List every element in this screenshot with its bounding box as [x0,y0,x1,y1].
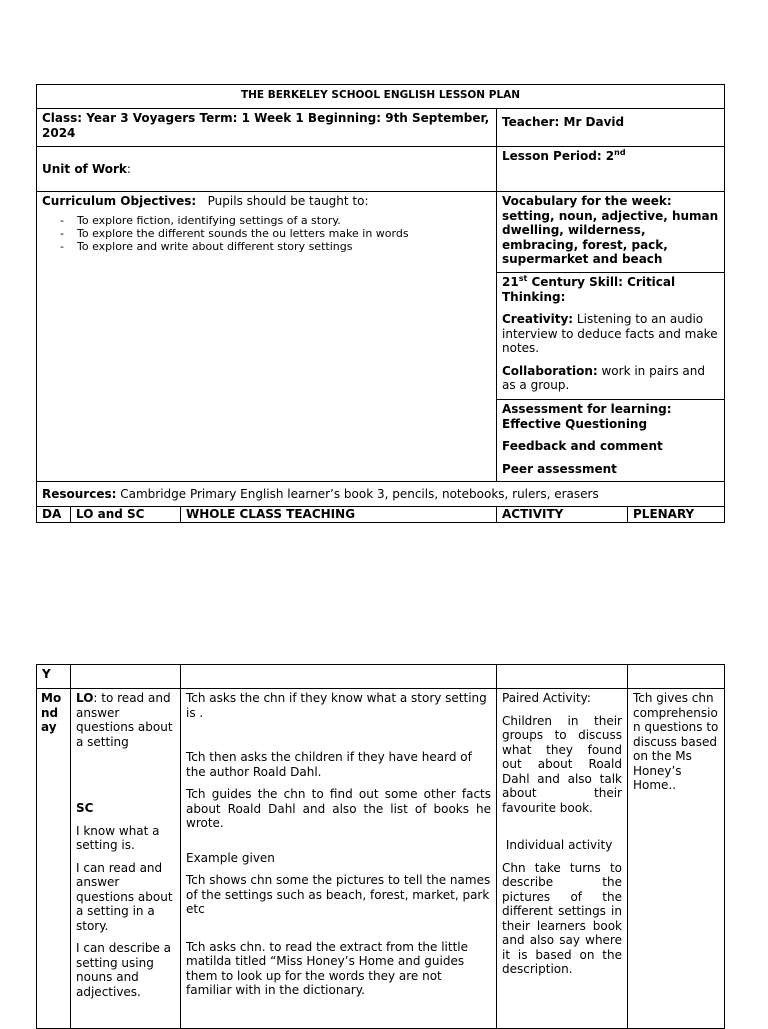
whole-class-teaching-monday: Tch asks the chn if they know what a story setting is . Tch then asks the children if they have heard of the author Roald Dahl. Tch guides the chn to find out some other facts about Roald Dahl and also the list of books he wrote. Example given Tch shows chn some the pictures to tell the names of the settings such as beach, forest, market, park etc Tch asks chn. to read the extract from the little matilda titled “Miss Honey’s Home and guides them to look up for the words they are not familiar with in the dictionary. [181,689,497,1029]
creativity-skill: Creativity: Listening to an audio interview to deduce facts and make notes. [502,312,718,355]
unit-of-work: Unit of Work: [37,147,497,192]
sc-item: I can describe a setting using nouns and adjectives. [76,941,172,999]
curriculum-objectives: Curriculum Objectives: Pupils should be taught to: - To explore fiction, identifying settings of a story. - To explore the different sounds the ou letters make in words - To explore and write about different story settings [37,192,497,482]
col-header-teaching: WHOLE CLASS TEACHING [181,507,497,523]
plenary-monday: Tch gives chn comprehensio n questions to discuss based on the Ms Honey’s Home.. [628,689,725,1029]
lesson-period: Lesson Period: 2nd [497,147,725,192]
day-monday: Mo nd ay [37,689,71,1029]
col-header-activity: ACTIVITY [497,507,628,523]
class-info: Class: Year 3 Voyagers Term: 1 Week 1 Beginning: 9th September, 2024 [37,109,497,147]
assessment-for-learning: Assessment for learning: Effective Questioning Feedback and comment Peer assessment [497,400,725,482]
vocabulary-week: Vocabulary for the week: setting, noun, adjective, human dwelling, wilderness, embracing, forest, pack, supermarket and beach [497,192,725,273]
col-header-day: DA [37,507,71,523]
activity-monday: Paired Activity: Children in their groups to discuss what they found out about Roald Dahl and also talk about their favourite book. Individual activity Chn take turns to describe the pictures of the different settings in their learners book and also say where it is based on the description. [497,689,628,1029]
list-item: - To explore fiction, identifying settings of a story. [42,214,491,227]
objectives-list [42,214,491,253]
col-header-plenary: PLENARY [628,507,725,523]
collaboration-skill: Collaboration: work in pairs and as a group. [502,363,705,392]
col-header-lo: LO and SC [71,507,181,523]
document-title: THE BERKELEY SCHOOL ENGLISH LESSON PLAN [37,85,725,109]
col-header-day-cont: Y [37,665,71,689]
resources: Resources: Cambridge Primary English learner’s book 3, pencils, notebooks, rulers, erasers [37,482,725,507]
sc-item: I can read and answer questions about a setting in a story. [76,860,173,933]
teacher-name: Teacher: Mr David [497,109,725,147]
lo-sc-monday: LO: to read and answer questions about a setting SC I know what a setting is. I can read and answer questions about a setting in a story. I can describe a setting using nouns and adjectives. [71,689,181,1029]
list-item: - To explore the different sounds the ou letters make in words [42,227,491,240]
lesson-plan-header-table [36,84,725,523]
century-skill: 21st Century Skill: Critical Thinking: Creativity: Listening to an audio interview to deduce facts and make notes. Collaboration: work in pairs and as a group. [497,273,725,400]
list-item: - To explore and write about different story settings [42,240,491,253]
sc-item: I know what a setting is. [76,823,160,852]
lesson-plan-monday-table [36,664,725,1029]
